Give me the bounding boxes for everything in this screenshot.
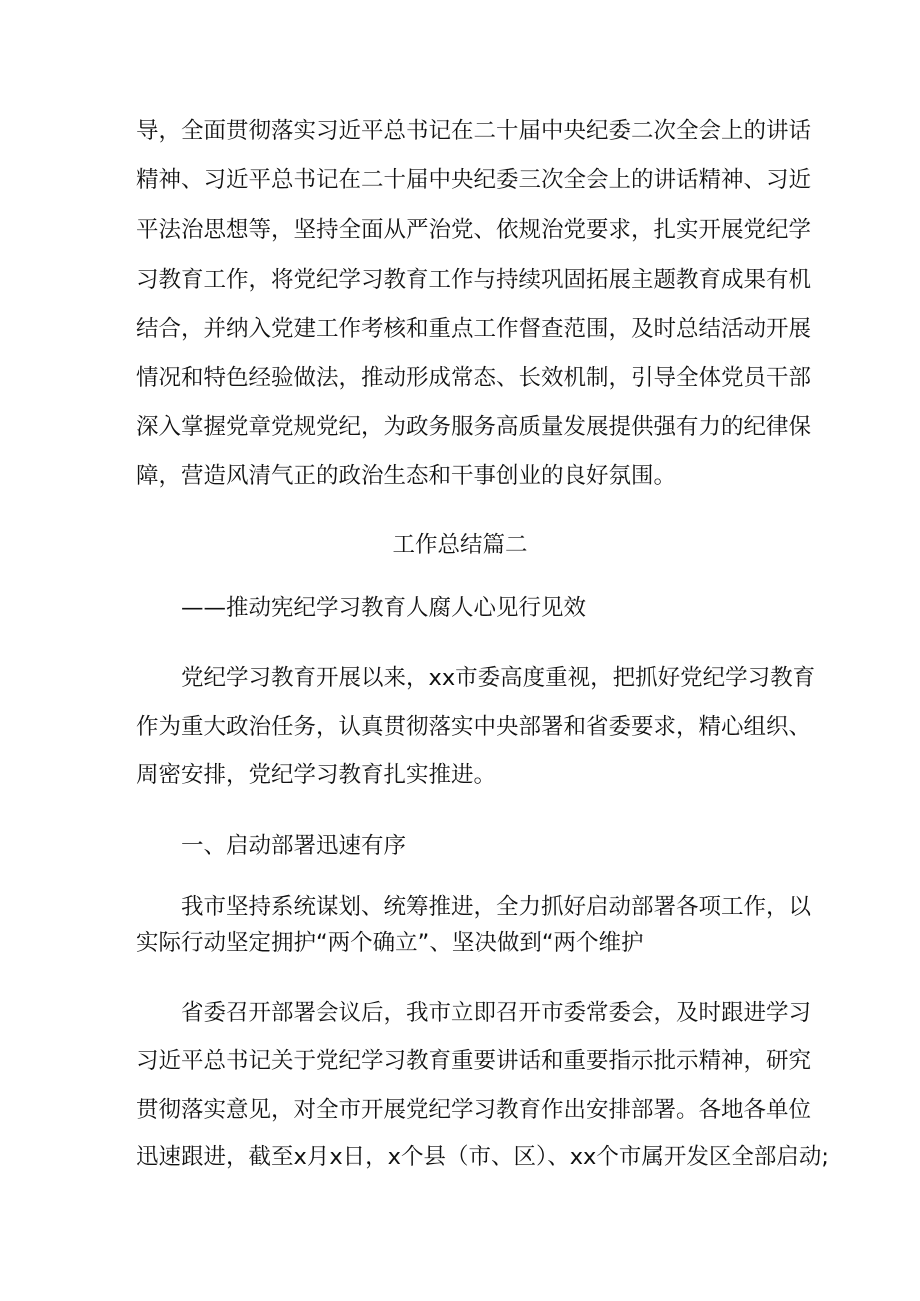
paragraph-line: 周密安排，党纪学习教育扎实推进。 — [136, 762, 497, 788]
paragraph-line: 习近平总书记关于党纪学习教育重要讲话和重要指示批示精神，研究 — [136, 1048, 812, 1074]
paragraph-line: 贯彻落实意见，对全市开展党纪学习教育作出安排部署。各地各单位 — [136, 1097, 812, 1123]
paragraph-line: 迅速跟进，截至x月x日，x个县（市、区）、xx个市属开发区全部启动; — [136, 1144, 829, 1170]
paragraph-line: 精神、习近平总书记在二十届中央纪委三次全会上的讲话精神、习近 — [136, 167, 812, 193]
paragraph-line: 障，营造风清气正的政治生态和干事创业的良好氛围。 — [136, 463, 677, 489]
paragraph-line: 结合，并纳入党建工作考核和重点工作督查范围，及时总结活动开展 — [136, 316, 812, 342]
paragraph-line: 我市坚持系统谋划、统筹推进，全力抓好启动部署各项工作，以 — [181, 894, 812, 920]
paragraph-line: 省委召开部署会议后，我市立即召开市委常委会，及时跟进学习 — [181, 1000, 812, 1026]
section-title: 工作总结篇二 — [392, 532, 528, 558]
paragraph-line: 深入掌握党章党规党纪，为政务服务高质量发展提供强有力的纪律保 — [136, 414, 812, 440]
paragraph-line: 平法治思想等，坚持全面从严治党、依规治党要求，扎实开展党纪学 — [136, 217, 812, 243]
section-heading: 一、启动部署迅速有序 — [181, 833, 407, 859]
subtitle: ——推动宪纪学习教育人腐人心见行见效 — [181, 595, 587, 621]
paragraph-line: 作为重大政治任务，认真贯彻落实中央部署和省委要求，精心组织、 — [136, 714, 812, 740]
paragraph-line: 情况和特色经验做法，推动形成常态、长效机制，引导全体党员干部 — [136, 365, 812, 391]
paragraph-line: 实际行动坚定拥护“两个确立”、坚决做到“两个维护 — [136, 930, 644, 956]
paragraph-line: 导，全面贯彻落实习近平总书记在二十届中央纪委二次全会上的讲话 — [136, 118, 812, 144]
paragraph-line: 习教育工作，将党纪学习教育工作与持续巩固拓展主题教育成果有机 — [136, 267, 812, 293]
paragraph-line: 党纪学习教育开展以来，xx市委高度重视，把抓好党纪学习教育 — [181, 665, 816, 691]
